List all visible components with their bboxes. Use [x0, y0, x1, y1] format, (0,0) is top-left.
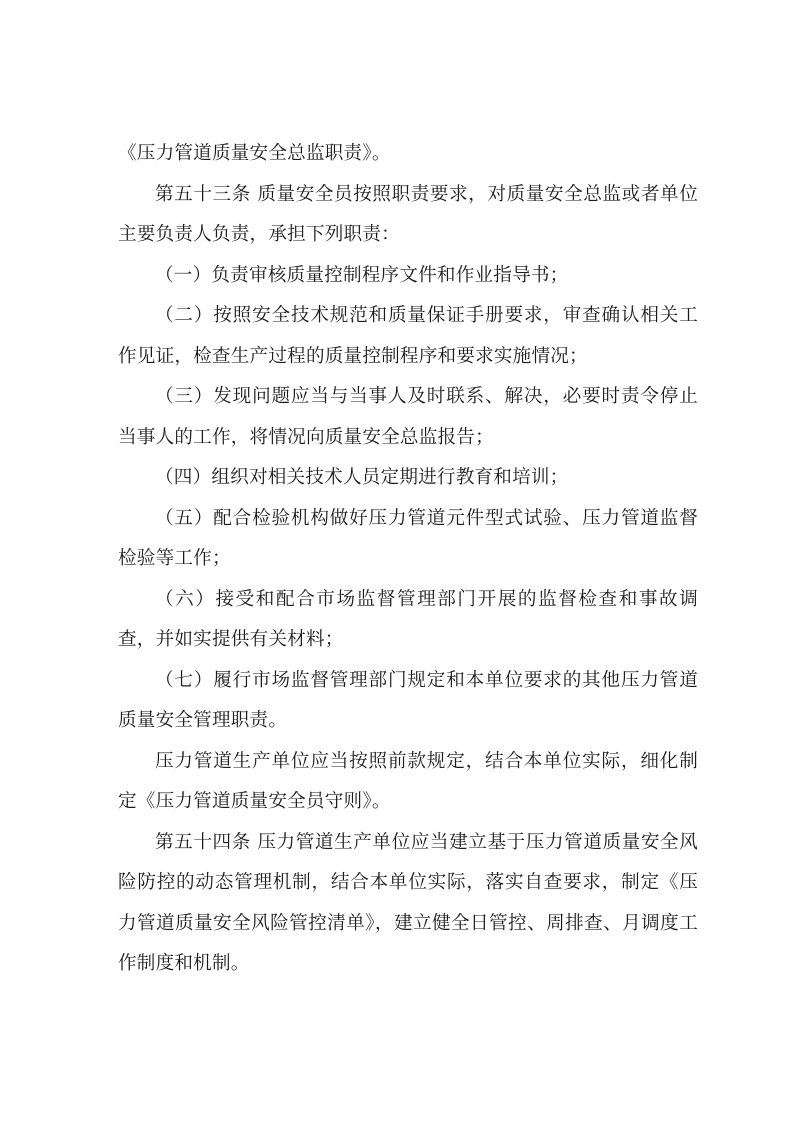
duty-item-4: （四）组织对相关技术人员定期进行教育和培训； [155, 467, 569, 488]
duty-item-6: （六）接受和配合市场监督管理部门开展的监督检查和事故调查，并如实提供有关材料； [118, 588, 698, 650]
article-53-heading: 第五十三条 质量安全员按照职责要求，对质量安全总监或者单位主要负责人负责，承担下列职责： [118, 183, 698, 245]
article-54: 第五十四条 压力管道生产单位应当建立基于压力管道质量安全风险防控的动态管理机制，结合本单位实际，落实自查要求，制定《压力管道质量安全风险管控清单》，建立健全日管控、周排查、月调度工作制度和机制。 [118, 831, 698, 974]
paragraph-rules: 压力管道生产单位应当按照前款规定，结合本单位实际，细化制定《压力管道质量安全员守则》。 [118, 750, 698, 812]
duty-item-5: （五）配合检验机构做好压力管道元件型式试验、压力管道监督检验等工作； [118, 507, 698, 569]
duty-item-3: （三）发现问题应当与当事人及时联系、解决，必要时责令停止当事人的工作，将情况向质量安全总监报告； [118, 386, 698, 448]
paragraph-0: 《压力管道质量安全总监职责》。 [118, 143, 391, 164]
duty-item-1: （一）负责审核质量控制程序文件和作业指导书； [155, 264, 569, 286]
document-body [118, 134, 698, 985]
duty-item-2: （二）按照安全技术规范和质量保证手册要求，审查确认相关工作见证，检查生产过程的质量控制程序和要求实施情况； [118, 305, 698, 367]
duty-item-7: （七）履行市场监督管理部门规定和本单位要求的其他压力管道质量安全管理职责。 [118, 669, 698, 731]
